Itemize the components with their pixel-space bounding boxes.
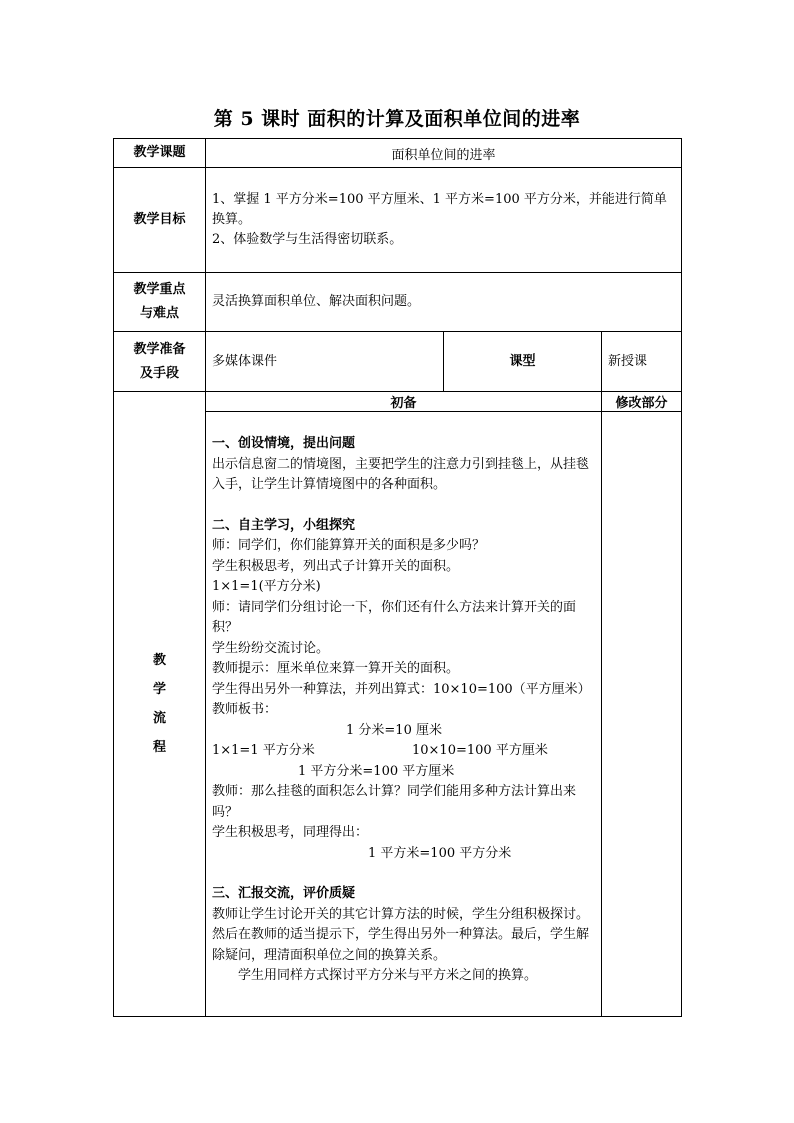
section-line: 学生纷纷交流讨论。 [212, 640, 330, 656]
section-line: 教师：那么挂毯的面积怎么计算？同学们能用多种方法计算出来吗？ [212, 784, 577, 820]
key-points-label [114, 273, 206, 332]
topic-label: 教学课题 [114, 139, 206, 168]
row-process-header [114, 392, 682, 412]
section-closing: 学生用同样方式探讨平方分米与平方米之间的换算。 [238, 968, 538, 983]
section-line: 学生得出另外一种算法，并列出算式：10×10=100（平方厘米） [212, 681, 591, 697]
board-right: 10×10=100 平方厘米 [412, 743, 548, 758]
board-line: 1 分米=10 厘米 [346, 722, 442, 738]
section-line: 学生积极思考，列出式子计算开关的面积。 [212, 558, 460, 574]
process-label-char: 流 [152, 711, 166, 726]
row-goals [114, 168, 682, 273]
draft-column-header: 初备 [206, 392, 602, 412]
row-topic [114, 139, 682, 168]
key-points-value: 灵活换算面积单位、解决面积问题。 [206, 273, 682, 332]
board-left: 1×1=1 平方分米 [212, 743, 315, 758]
topic-value: 面积单位间的进率 [206, 139, 682, 168]
section-heading: 三、汇报交流，评价质疑 [212, 886, 356, 901]
section-line: 教师提示：厘米单位来算一算开关的面积。 [212, 661, 460, 676]
board-result: 1 平方分米=100 平方厘米 [298, 763, 455, 779]
process-label-char: 学 [152, 682, 166, 697]
section-line: 学生积极思考，同理得出： [212, 825, 369, 840]
goals-value [206, 168, 682, 273]
revise-column-header: 修改部分 [602, 392, 682, 412]
goals-label: 教学目标 [114, 168, 206, 273]
section-line: 师：同学们，你们能算算开关的面积是多少吗？ [212, 538, 486, 553]
draft-content [206, 412, 602, 1017]
row-prep [114, 332, 682, 392]
board-line [212, 741, 595, 762]
goal-item: 1、掌握 1 平方分米=100 平方厘米、1 平方米=100 平方分米，并能进行简单换算。 [212, 192, 667, 227]
prep-value: 多媒体课件 [206, 332, 444, 392]
lesson-plan-table [113, 138, 682, 1017]
page-title: 第 5 课时 面积的计算及面积单位间的进率 [213, 108, 581, 130]
lesson-type-value: 新授课 [602, 332, 682, 392]
process-label-char: 程 [152, 740, 166, 755]
process-label [114, 392, 206, 1017]
prep-label [114, 332, 206, 392]
key-points-label-line1: 教学重点 [133, 282, 186, 297]
process-label-char: 教 [152, 653, 166, 668]
key-points-label-line2: 与难点 [139, 306, 179, 321]
section-text: 教师让学生讨论开关的其它计算方法的时候，学生分组积极探讨。然后在教师的适当提示下，学生得出另外一种算法。最后，学生解除疑问，理清面积单位之间的换算关系。 [212, 906, 590, 963]
prep-label-line1: 教学准备 [133, 341, 186, 357]
section-heading: 一、创设情境，提出问题 [212, 436, 356, 451]
section-line: 1×1=1(平方分米) [212, 579, 321, 594]
section-line: 师：请同学们分组讨论一下，你们还有什么方法来计算开关的面积？ [212, 599, 577, 635]
section-text: 出示信息窗二的情境图，主要把学生的注意力引到挂毯上，从挂毯入手，让学生计算情境图中的各种面积。 [212, 456, 590, 492]
goal-item: 2、体验数学与生活得密切联系。 [212, 232, 403, 247]
section-heading: 二、自主学习，小组探究 [212, 517, 356, 533]
result-line: 1 平方米=100 平方分米 [368, 845, 512, 861]
revise-content [602, 412, 682, 1017]
section-line: 教师板书： [212, 702, 278, 717]
lesson-type-label: 课型 [444, 332, 602, 392]
prep-label-line2: 及手段 [139, 365, 179, 381]
row-key-points [114, 273, 682, 332]
